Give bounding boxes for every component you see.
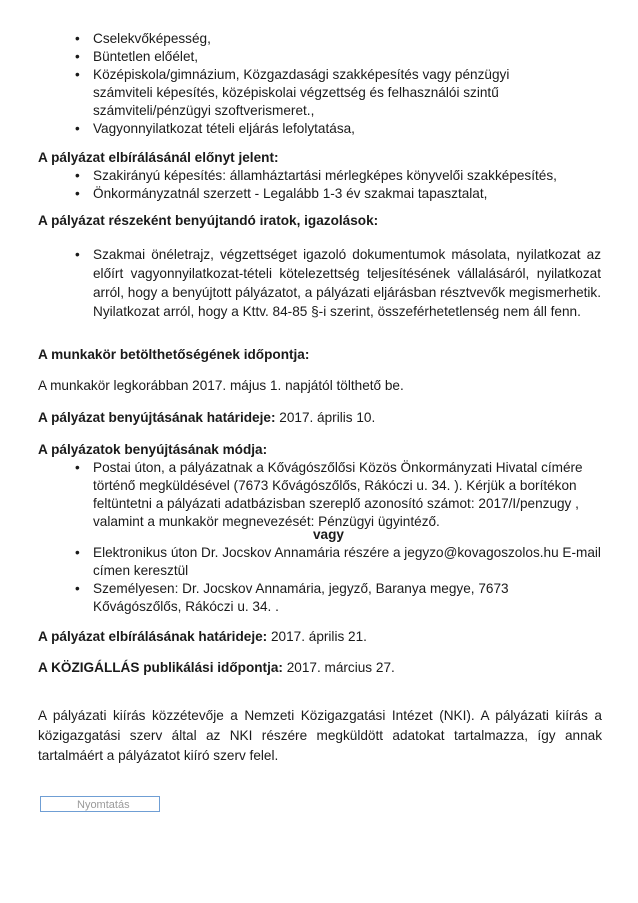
list-item-text: Szakirányú képesítés: államháztartási mérlegképes könyvelői szakképesítés, (93, 168, 557, 183)
deadline-value: 2017. április 10. (275, 410, 376, 425)
bullet: • (75, 186, 80, 201)
method-list-continued (0, 544, 638, 616)
bullet: • (75, 168, 80, 183)
bullet: • (75, 49, 80, 64)
bullet: • (75, 31, 80, 46)
list-item (0, 459, 638, 531)
evaluation-line (38, 628, 367, 646)
list-item (0, 544, 638, 580)
publisher-note: A pályázati kiírás közzétevője a Nemzeti Közigazgatási Intézet (NKI). A pályázati kiírás a közigazgatási szerv által az NKI részére megküldött adatokat tartalmazza, így annak tartalmáért a pályázatot kiíró szerv felel. (38, 708, 602, 763)
list-item-text: Büntetlen előélet, (93, 49, 199, 64)
list-item-text: Középiskola/gimnázium, Közgazdasági szakképesítés vagy pénzügyi számviteli képesítés, középiskolai végzettség és felhasználói szintű számviteli/pénzügyi szoftverismeret., (93, 67, 510, 118)
bullet: • (75, 545, 80, 560)
bullet: • (75, 581, 80, 596)
list-item (0, 48, 638, 66)
list-item-text: Vagyonnyilatkozat tételi eljárás lefolytatása, (93, 121, 355, 136)
list-item (0, 30, 638, 48)
list-item-text: Postai úton, a pályázatnak a Kővágószőlősi Közös Önkormányzati Hivatal címére történő megküldésével (7673 Kővágószőlős, Rákóczi u. 34. ). Kérjük a borítékon feltüntetni a pályázati adatbázisban szereplő azonosító számot: 2017/I/penzugy , valamint a munkakör megnevezését: Pénzügyi ügyintéző. (93, 460, 583, 529)
list-item-text: Személyesen: Dr. Jocskov Annamária, jegyző, Baranya megye, 7673 Kővágószőlős, Rákóczi u. 34. . (93, 581, 509, 614)
publication-value: 2017. március 27. (282, 660, 395, 675)
evaluation-label: A pályázat elbírálásának határideje: (38, 629, 268, 644)
list-item-text: Szakmai önéletrajz, végzettséget igazoló dokumentumok másolata, nyilatkozat az előírt vagyonnyilatkozat-tételi kötelezettség teljesítésének vállalásáról, nyilatkozat arról, hogy a benyújtott pályázatot, a pályázati eljárásban résztvevők megismerhetik. Nyilatkozat arról, hogy a Kttv. 84-85 §-i szerint, összeférhetetlenség nem áll fenn. (93, 247, 601, 319)
list-item-text: Önkormányzatnál szerzett - Legalább 1-3 év szakmai tapasztalat, (93, 186, 488, 201)
list-item (0, 120, 638, 138)
list-item (0, 580, 638, 616)
method-list (0, 459, 638, 531)
fillable-heading: A munkakör betölthetőségének időpontja: (38, 347, 310, 362)
documents-heading: A pályázat részeként benyújtandó iratok, igazolások: (38, 213, 379, 228)
evaluation-value: 2017. április 21. (267, 629, 367, 644)
print-button[interactable]: Nyomtatás (40, 796, 160, 812)
bullet: • (75, 121, 80, 136)
list-item (0, 245, 638, 321)
or-text: vagy (313, 527, 344, 542)
advantage-heading: A pályázat elbírálásánál előnyt jelent: (38, 150, 279, 165)
list-item (0, 185, 638, 203)
list-item-text: Elektronikus úton Dr. Jocskov Annamária részére a jegyzo@kovagoszolos.hu E-mail címen keresztül (93, 545, 601, 578)
list-item (0, 167, 638, 185)
documents-list (0, 245, 638, 321)
publication-line (38, 659, 395, 677)
advantage-list (0, 167, 638, 203)
list-item-text: Cselekvőképesség, (93, 31, 211, 46)
deadline-line (38, 409, 375, 427)
bullet: • (75, 460, 80, 475)
publication-label: A KÖZIGÁLLÁS publikálási időpontja: (38, 660, 283, 675)
deadline-label: A pályázat benyújtásának határideje: (38, 410, 276, 425)
bullet: • (75, 67, 80, 82)
fillable-text: A munkakör legkorábban 2017. május 1. napjától tölthető be. (38, 378, 404, 393)
method-heading: A pályázatok benyújtásának módja: (38, 442, 268, 457)
bullet: • (75, 247, 80, 262)
requirements-list (0, 30, 638, 138)
list-item (0, 66, 638, 120)
